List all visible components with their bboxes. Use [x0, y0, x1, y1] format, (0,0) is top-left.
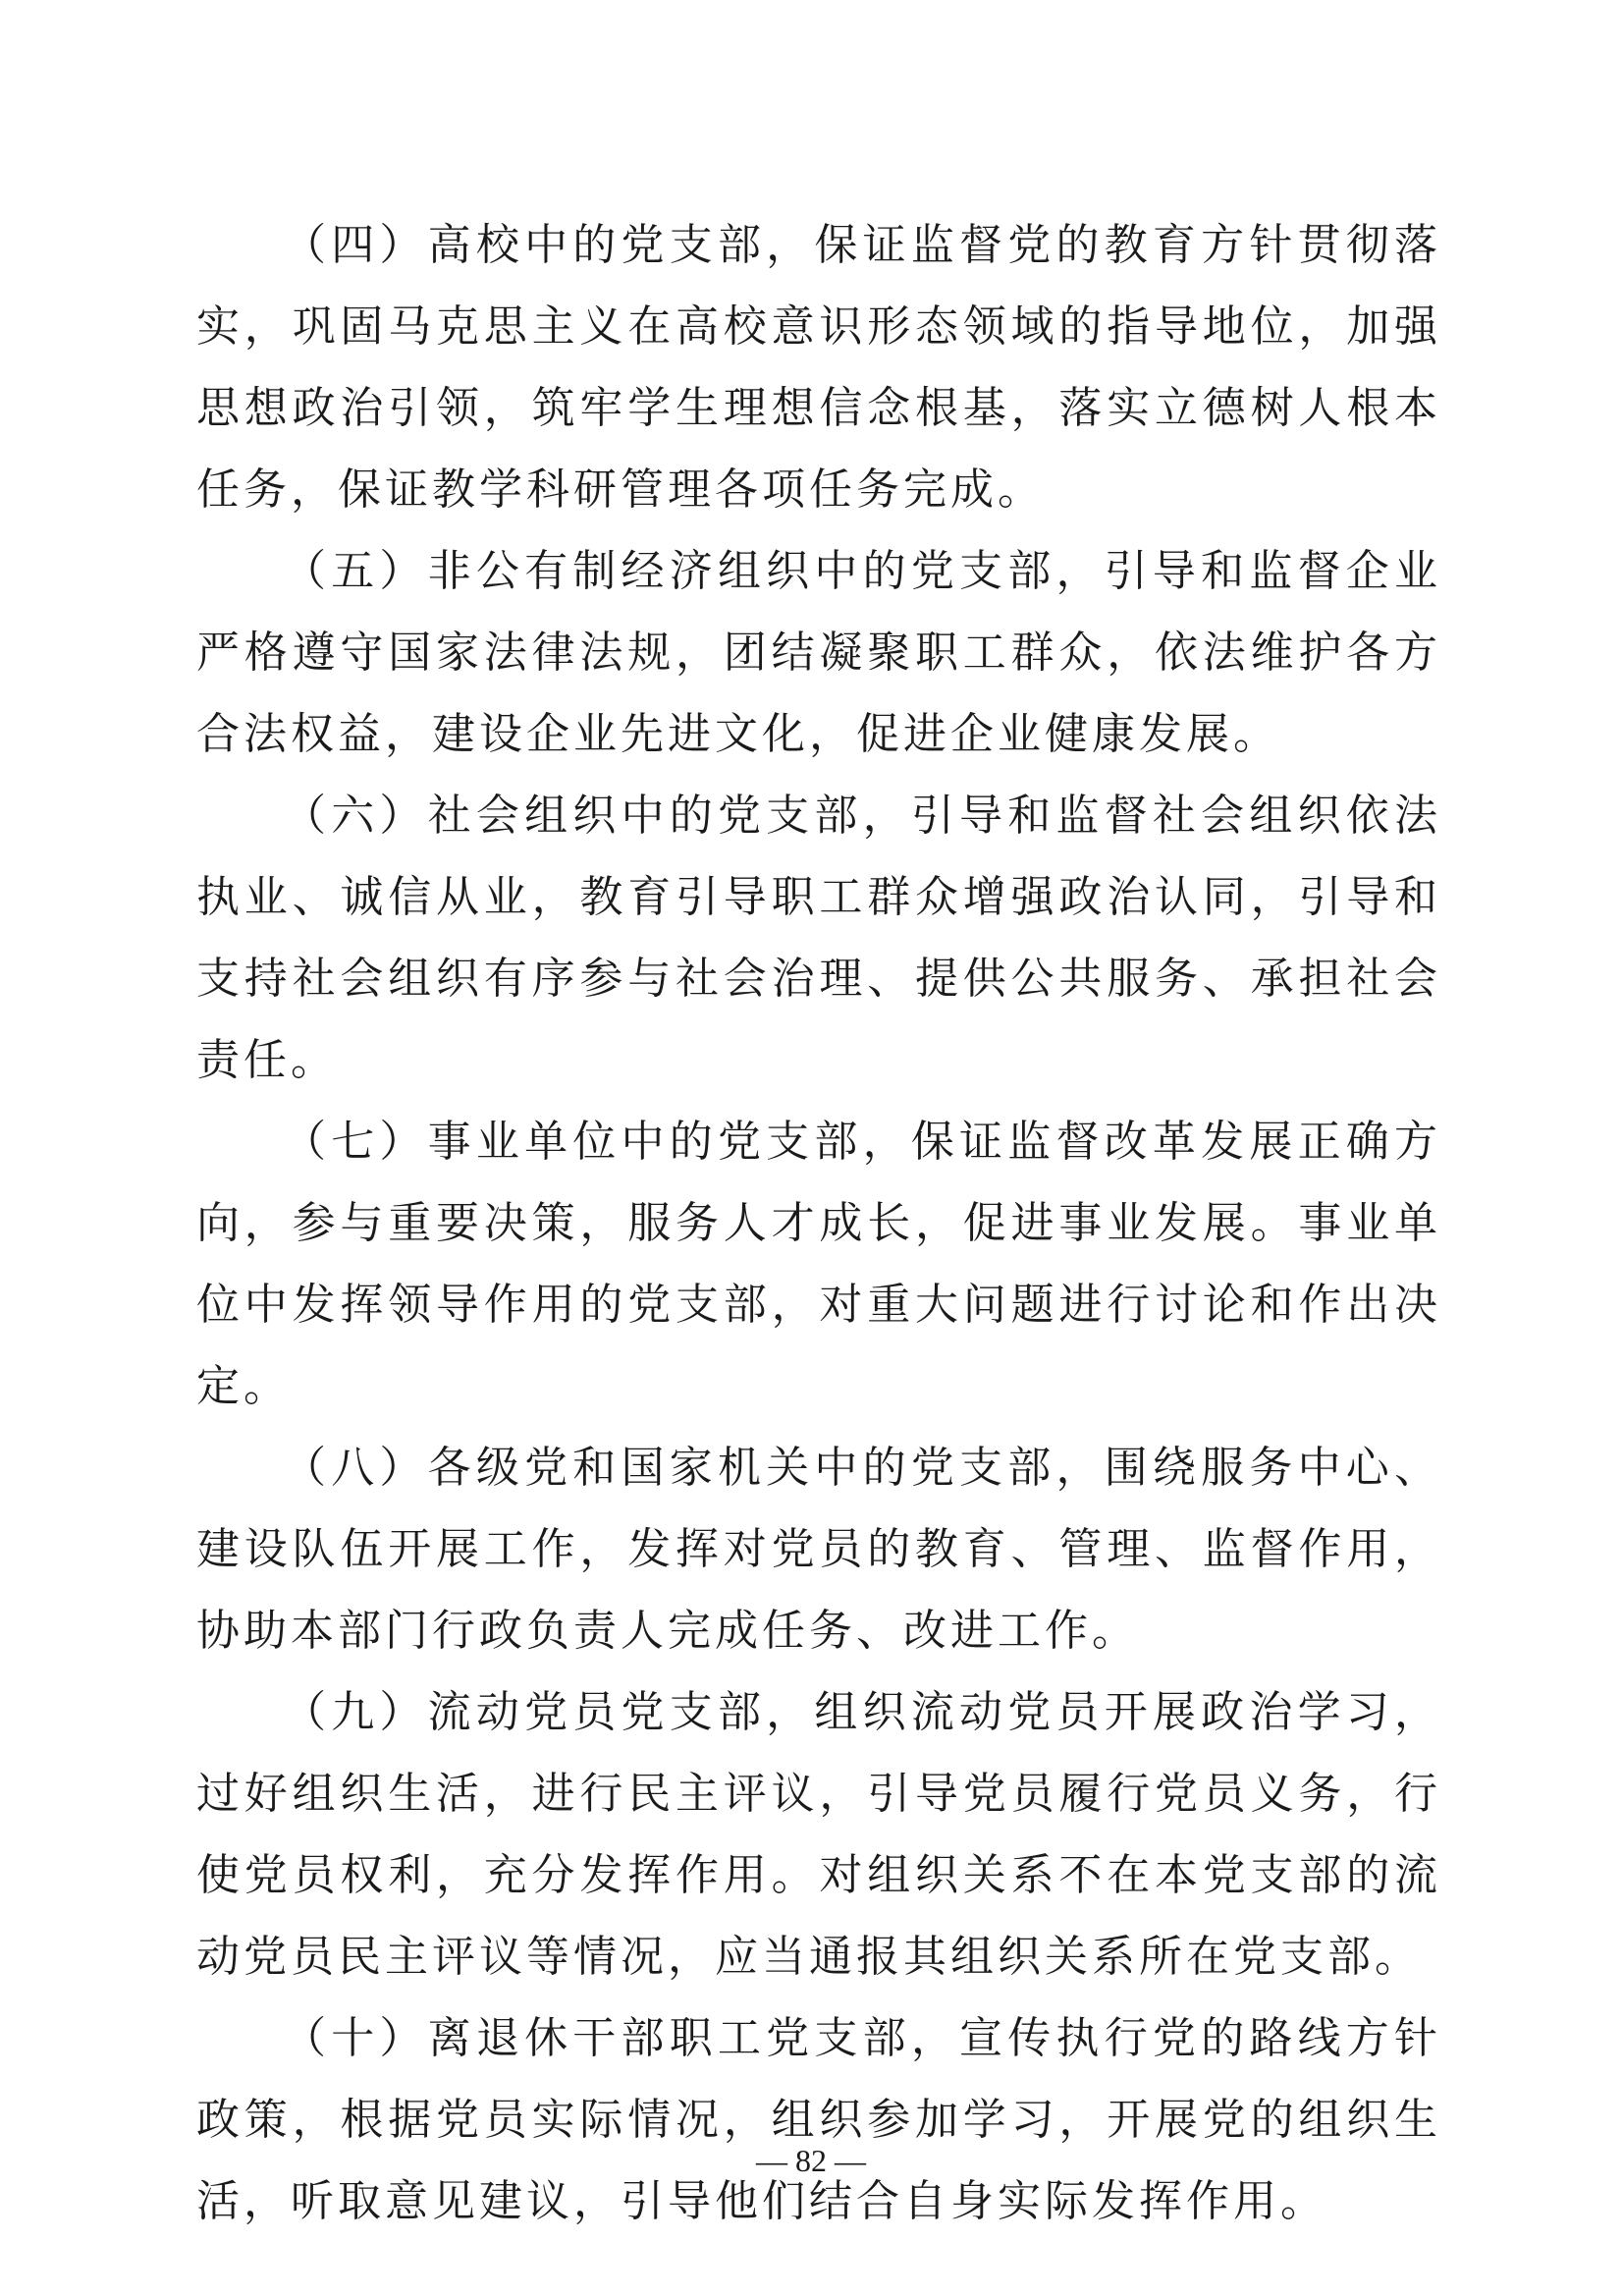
- paragraph-four: （四）高校中的党支部，保证监督党的教育方针贯彻落实，巩固马克思主义在高校意识形态领域的指导地位，加强思想政治引领，筑牢学生理想信念根基，落实立德树人根本任务，保证教学科研管理各项任务完成。: [196, 220, 1441, 515]
- paragraph-eight: （八）各级党和国家机关中的党支部，围绕服务中心、建设队伍开展工作，发挥对党员的教育、管理、监督作用，协助本部门行政负责人完成任务、改进工作。: [196, 1443, 1441, 1656]
- paragraph-seven: （七）事业单位中的党支部，保证监督改革发展正确方向，参与重要决策，服务人才成长，促进事业发展。事业单位中发挥领导作用的党支部，对重大问题进行讨论和作出决定。: [196, 1117, 1441, 1411]
- document-body: [196, 204, 1441, 2242]
- paragraph-nine: （九）流动党员党支部，组织流动党员开展政治学习，过好组织生活，进行民主评议，引导党员履行党员义务，行使党员权利，充分发挥作用。对组织关系不在本党支部的流动党员民主评议等情况，应当通报其组织关系所在党支部。: [196, 1687, 1441, 1982]
- paragraph-five: （五）非公有制经济组织中的党支部，引导和监督企业严格遵守国家法律法规，团结凝聚职工群众，依法维护各方合法权益，建设企业先进文化，促进企业健康发展。: [196, 546, 1441, 759]
- page-number: — 82 —: [756, 2143, 866, 2178]
- paragraph-six: （六）社会组织中的党支部，引导和监督社会组织依法执业、诚信从业，教育引导职工群众增强政治认同，引导和支持社会组织有序参与社会治理、提供公共服务、承担社会责任。: [196, 791, 1441, 1085]
- paragraph-ten: （十）离退休干部职工党支部，宣传执行党的路线方针政策，根据党员实际情况，组织参加学习，开展党的组织生活，听取意见建议，引导他们结合自身实际发挥作用。: [196, 2013, 1441, 2226]
